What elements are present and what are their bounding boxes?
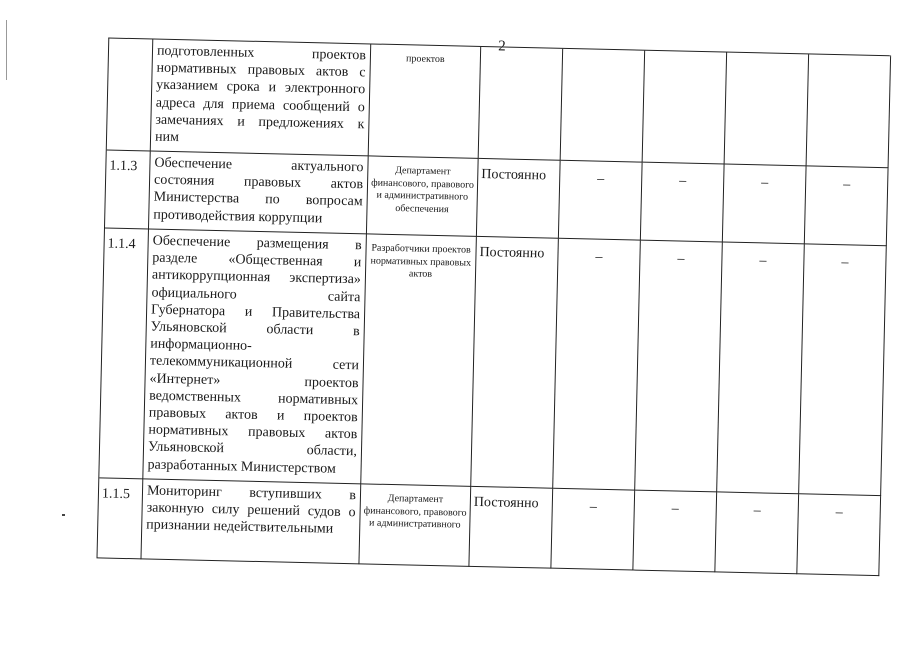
item-description: Мониторинг вступивших в законную силу решений судов о признании недействительными: [141, 479, 361, 564]
item-description: Обеспечение размещения в разделе «Общественная и антикоррупционная экспертиза» официального сайта Губернатора и Правительства Ульяновской области в информационно- телекоммуникационной сети «Интернет» проектов ведомственных нормативных правовых актов и проектов нормативных правовых актов Ульяновской области, разработанных Министерством: [143, 229, 367, 484]
value-cell: –: [559, 161, 643, 241]
plan-table: [96, 37, 891, 576]
value-cell: –: [799, 244, 887, 496]
value-cell: [725, 53, 810, 167]
value-cell: –: [553, 239, 641, 491]
item-number: [107, 39, 154, 152]
term: Постоянно: [471, 237, 559, 489]
responsible-party: проектов: [369, 44, 482, 158]
value-cell: –: [551, 489, 635, 571]
value-cell: –: [633, 491, 717, 573]
table-row: [97, 478, 881, 576]
responsible-party: Департамент финансового, правового и административного обеспечения: [367, 156, 479, 236]
value-cell: –: [715, 492, 799, 574]
item-number: 1.1.3: [105, 150, 151, 229]
value-cell: –: [641, 163, 725, 243]
value-cell: –: [635, 241, 723, 493]
item-number: 1.1.5: [97, 478, 143, 559]
page-number: 2: [498, 38, 506, 55]
term: [479, 47, 564, 161]
table-row: [107, 39, 891, 169]
table-row: [99, 228, 886, 496]
value-cell: [643, 51, 728, 165]
term: Постоянно: [469, 487, 553, 569]
value-cell: [807, 54, 892, 168]
item-number: 1.1.4: [99, 228, 149, 479]
value-cell: [561, 49, 646, 163]
value-cell: –: [717, 242, 805, 494]
term: Постоянно: [477, 159, 561, 239]
value-cell: –: [797, 494, 881, 576]
item-description: Обеспечение актуального состояния правовых актов Министерства по вопросам противодействия коррупции: [149, 151, 369, 234]
value-cell: –: [805, 166, 889, 246]
item-description: подготовленных проектов нормативных правовых актов с указанием срока и электронного адреса для приема сообщений о замечаниях и предложениях к ним: [151, 40, 371, 157]
responsible-party: Департамент финансового, правового и административного: [359, 484, 471, 566]
responsible-party: Разработчики проектов нормативных правовых актов: [361, 234, 477, 486]
value-cell: –: [723, 165, 807, 245]
